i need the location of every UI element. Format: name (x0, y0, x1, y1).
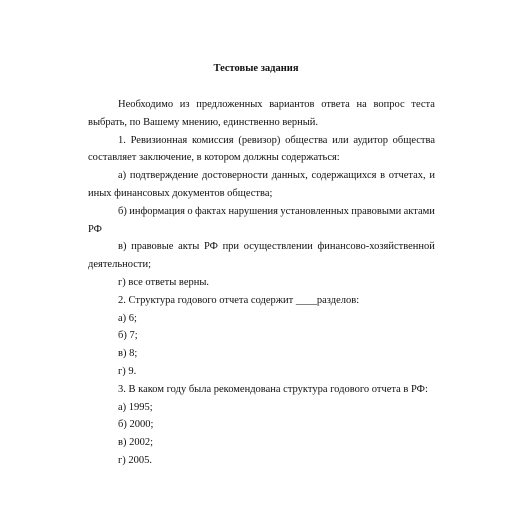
word: вопрос (373, 99, 405, 110)
document-body (88, 96, 435, 488)
word: предложенных (196, 99, 263, 110)
word: фактах (195, 205, 227, 217)
q3-question: 3. В каком году была рекомендована структура годового отчета в РФ: (118, 383, 428, 395)
word: правовыми (351, 205, 402, 217)
word: осуществлении (243, 241, 313, 253)
q1-line-1 (88, 132, 435, 150)
intro-line-1 (88, 96, 435, 114)
word: аудитор (353, 134, 388, 146)
q2-option-a: а) 6; (118, 312, 137, 324)
word: общества (285, 134, 328, 146)
q2-option-b: б) 7; (118, 330, 138, 342)
word: актами (403, 205, 435, 217)
word: (ревизор) (238, 134, 281, 146)
q3-option-c: в) 2002; (118, 437, 153, 449)
word: отчетах, (388, 170, 426, 182)
word: из (179, 99, 190, 110)
word: правовые (131, 241, 174, 253)
word: б) (118, 205, 127, 217)
document-title: Тестовые задания (213, 63, 299, 74)
word: данных, (271, 170, 308, 182)
q1-line-2: составляет заключение, в котором должны содержаться: (88, 152, 340, 164)
q3-option-d: г) 2005. (118, 454, 153, 466)
word: подтверждение (129, 170, 199, 182)
q1-option-a-line-1 (88, 167, 435, 185)
word: достоверности (201, 170, 269, 182)
q3-option-a: а) 1995; (118, 401, 153, 413)
word: 1. (118, 134, 126, 146)
word: и (429, 170, 435, 182)
q1-option-b-line-1 (88, 203, 435, 221)
word: общества (392, 134, 435, 146)
word: на (356, 99, 367, 110)
word: финансово-хозяйственной (317, 241, 435, 253)
q2-question: 2. Структура годового отчета содержит ____разделов: (118, 294, 360, 306)
q1-option-d: г) все ответы верны. (118, 276, 210, 288)
q2-option-c: в) 8; (118, 348, 138, 360)
word: вариантов (269, 99, 315, 110)
word: комиссия (191, 134, 234, 146)
word: или (332, 134, 349, 146)
word: Необходимо (118, 99, 174, 110)
word: ответа (321, 99, 350, 110)
q1-option-a-line-2: иных финансовых документов общества; (88, 187, 273, 199)
word: Ревизионная (130, 134, 188, 146)
word: в) (118, 241, 127, 253)
q3-option-b: б) 2000; (118, 419, 154, 431)
word: акты (178, 241, 200, 253)
word: содержащихся (311, 170, 377, 182)
q1-option-b-line-2: РФ (88, 223, 102, 235)
word: информация (129, 205, 185, 217)
q2-option-d: г) 9. (118, 365, 137, 377)
word: а) (118, 170, 127, 182)
q1-option-c-line-2: деятельности; (88, 259, 152, 271)
intro-line-2: выбрать, по Вашему мнению, единственно верный. (88, 116, 319, 128)
q1-option-c-line-1 (88, 238, 435, 256)
word: нарушения (228, 205, 278, 217)
word: теста (411, 99, 435, 110)
word: установленных (280, 205, 349, 217)
page-crop-edge (0, 470, 512, 512)
word: о (187, 205, 193, 217)
word: РФ (203, 241, 218, 253)
word: в (380, 170, 386, 182)
word: при (222, 241, 240, 253)
